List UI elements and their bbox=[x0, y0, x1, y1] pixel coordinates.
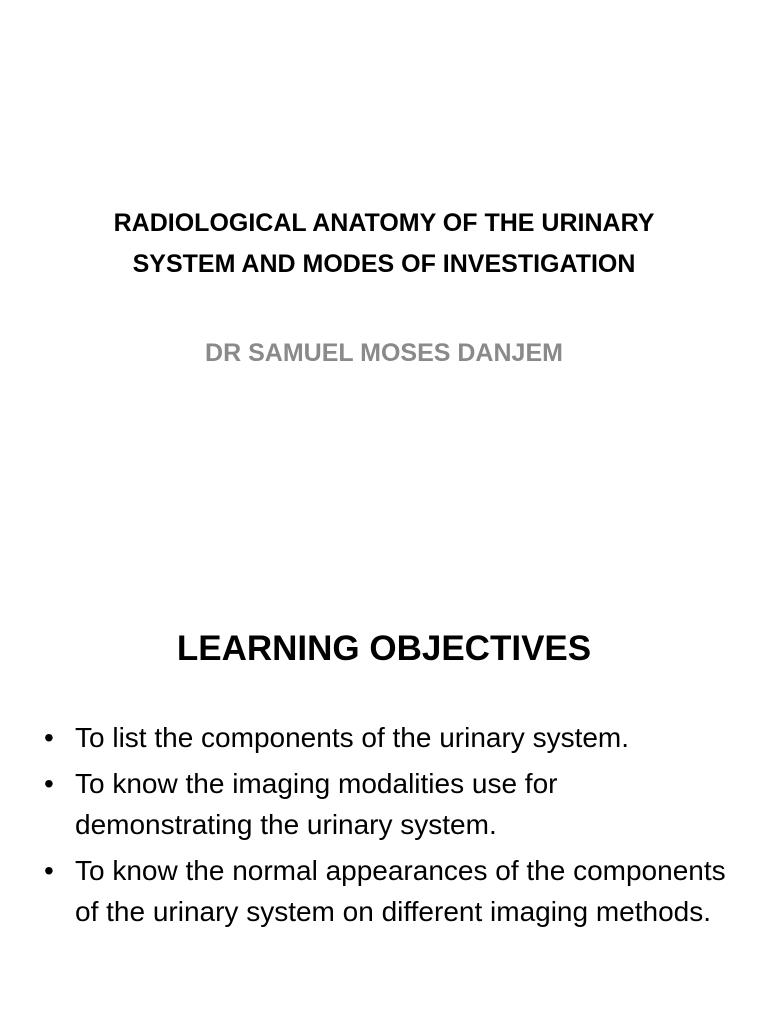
slide-title: LEARNING OBJECTIVES bbox=[176, 629, 592, 668]
objective-text: To know the imaging modalities use for demonstrating the urinary system. bbox=[75, 768, 558, 840]
presentation-title bbox=[40, 203, 728, 285]
objective-item bbox=[40, 850, 730, 932]
bullet-icon: • bbox=[44, 768, 54, 799]
objective-text: To know the normal appearances of the components of the urinary system on different imaging methods. bbox=[75, 855, 726, 927]
author-name: DR SAMUEL MOSES DANJEM bbox=[205, 339, 563, 367]
presentation-title-line-1: RADIOLOGICAL ANATOMY OF THE URINARY bbox=[113, 209, 655, 237]
objective-text: To list the components of the urinary system. bbox=[75, 722, 630, 753]
learning-objectives-slide bbox=[0, 512, 768, 1024]
objective-item bbox=[40, 717, 730, 758]
bullet-icon: • bbox=[44, 722, 54, 753]
bullet-icon: • bbox=[44, 855, 54, 886]
presentation-title-line-2: SYSTEM AND MODES OF INVESTIGATION bbox=[132, 250, 636, 278]
objectives-list bbox=[40, 717, 730, 937]
objective-item bbox=[40, 763, 730, 845]
